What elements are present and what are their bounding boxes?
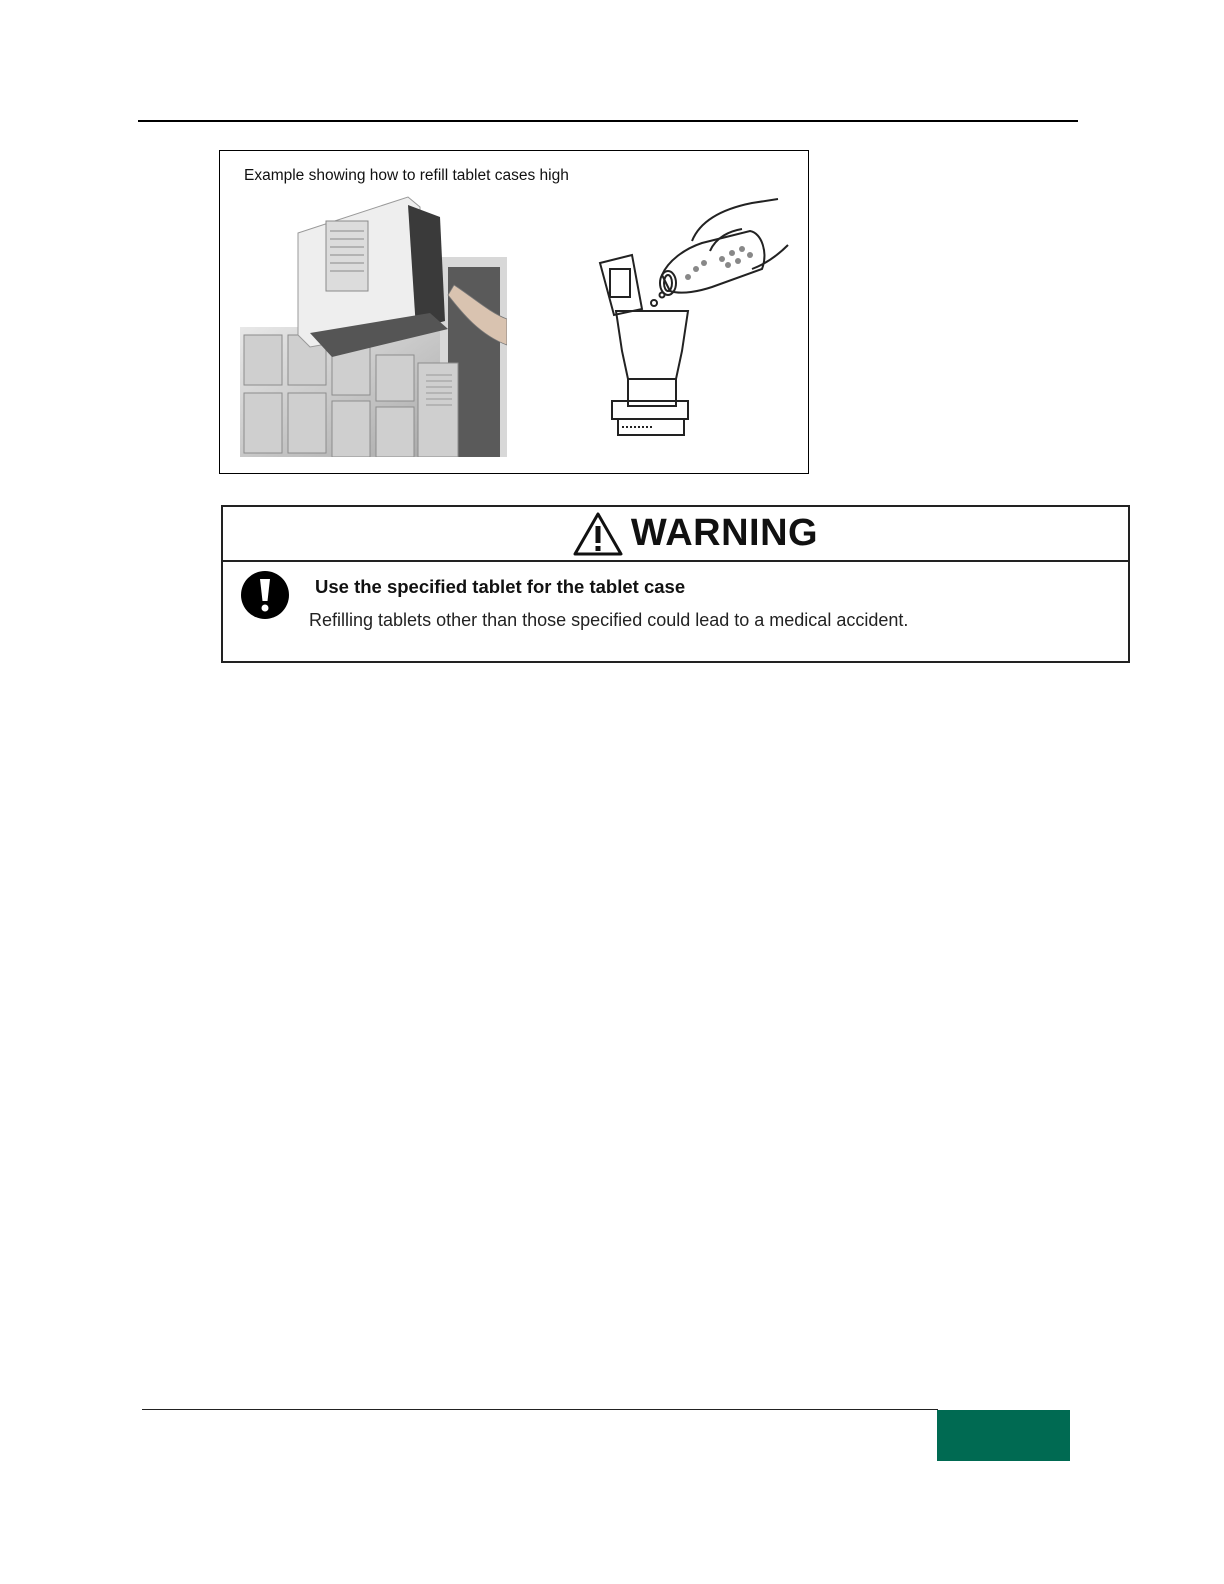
warning-heading: Use the specified tablet for the tablet case	[315, 576, 686, 597]
warning-triangle-icon	[573, 512, 623, 556]
footer-rule	[142, 1409, 938, 1410]
warning-box	[221, 505, 1130, 663]
header-rule	[138, 120, 1078, 122]
exclamation-circle-icon	[240, 570, 290, 620]
warning-text: Refilling tablets other than those specified could lead to a medical accident.	[309, 610, 909, 630]
warning-body	[223, 562, 1128, 660]
warning-header	[223, 507, 1128, 562]
figure-box	[219, 150, 809, 474]
figure-caption: Example showing how to refill tablet cases high	[244, 167, 569, 184]
cabinet-refill-photo	[240, 195, 507, 457]
footer-accent-block	[937, 1410, 1070, 1461]
warning-title: WARNING	[630, 512, 819, 554]
tablet-case-drawing	[592, 191, 792, 461]
